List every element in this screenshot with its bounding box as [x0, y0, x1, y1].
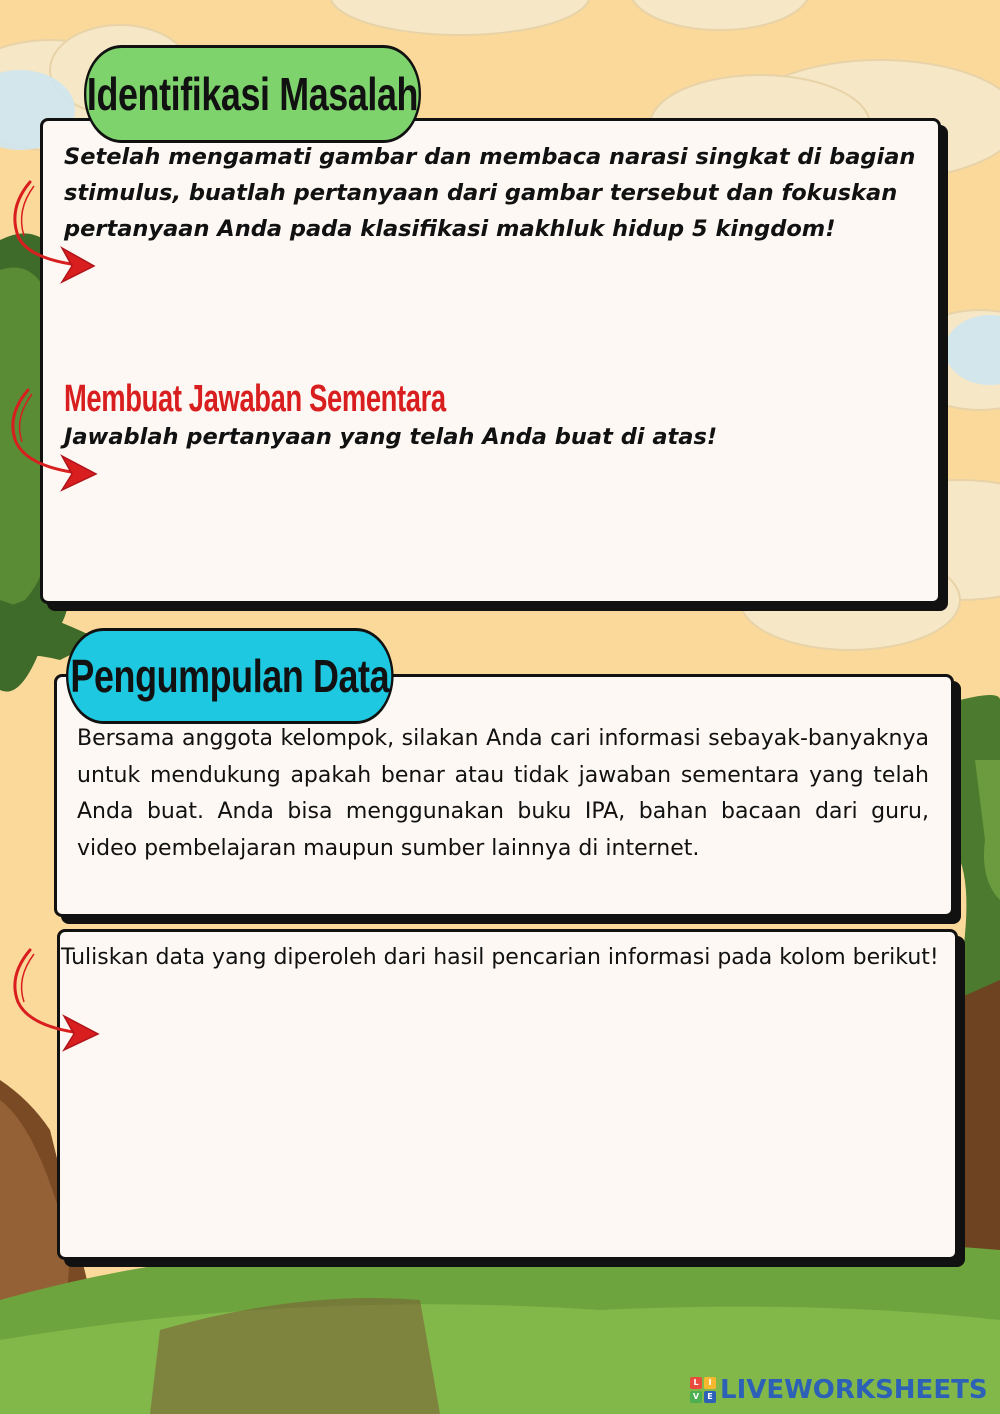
- logo-letter-l: L: [690, 1377, 702, 1389]
- logo-letter-i: I: [704, 1377, 716, 1389]
- jawaban-sementara-instruction: Jawablah pertanyaan yang telah Anda buat di atas!: [64, 424, 718, 450]
- jawaban-sementara-heading: Membuat Jawaban Sementara: [64, 378, 446, 420]
- red-curved-arrow-icon: [8, 178, 100, 286]
- identifikasi-heading-pill: [84, 45, 421, 143]
- logo-letter-v: V: [690, 1391, 702, 1403]
- identifikasi-heading: Identifikasi Masalah: [86, 68, 419, 120]
- red-curved-arrow-icon: [6, 386, 102, 494]
- pengumpulan-instruction: Bersama anggota kelompok, silakan Anda cari informasi sebayak-banyaknya untuk mendukung apakah benar atau tidak jawaban sementara yang telah Anda buat. Anda bisa menggunakan buku IPA, bahan bacaan dari guru, video pembelajaran maupun sumber lainnya di internet.: [77, 726, 929, 861]
- data-entry-card[interactable]: [57, 929, 958, 1260]
- data-entry-instruction: Tuliskan data yang diperoleh dari hasil pencarian informasi pada kolom berikut!: [61, 945, 939, 970]
- identifikasi-instruction: Setelah mengamati gambar dan membaca narasi singkat di bagian stimulus, buatlah pertanyaan dari gambar tersebut dan fokuskan pertanyaan Anda pada klasifikasi makhluk hidup 5 kingdom!: [64, 144, 916, 242]
- red-curved-arrow-icon: [8, 946, 104, 1054]
- liveworksheets-logo: [690, 1372, 988, 1408]
- logo-letter-e: E: [704, 1391, 716, 1403]
- pengumpulan-heading-pill: [66, 628, 394, 724]
- logo-wordmark: LIVEWORKSHEETS: [720, 1375, 988, 1405]
- pengumpulan-heading: Pengumpulan Data: [70, 650, 390, 702]
- logo-icon: [690, 1377, 716, 1403]
